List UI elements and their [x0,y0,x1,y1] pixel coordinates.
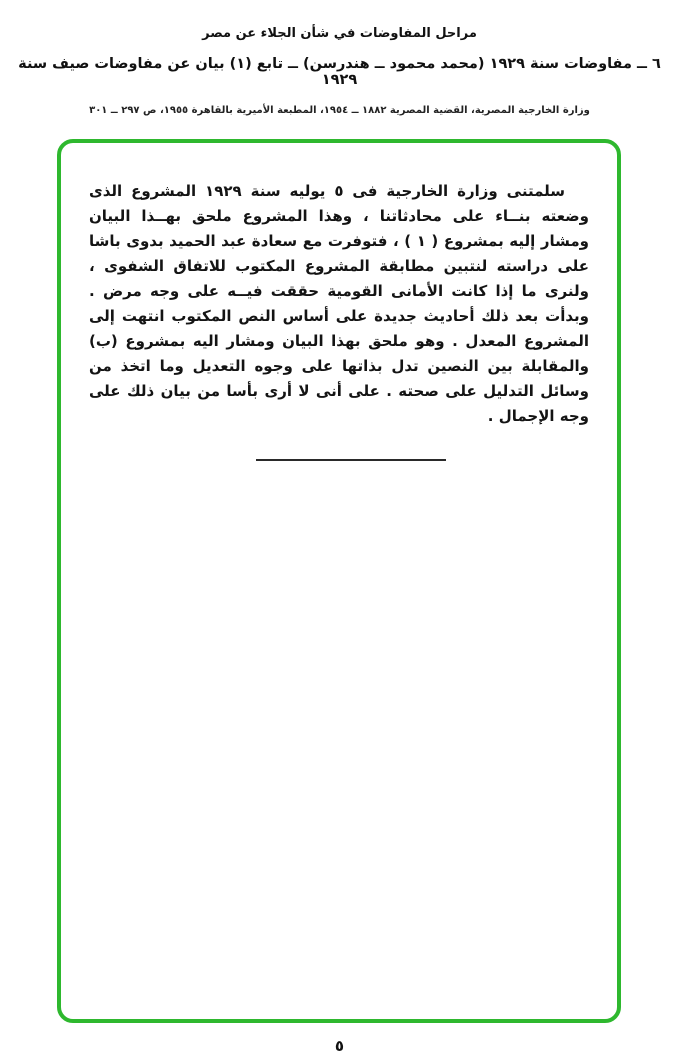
page-subtitle: ٦ ــ مفاوضات سنة ١٩٢٩ (محمد محمود ــ هندرسن) ــ تابع (١) بيان عن مفاوضات صيف سنة ١٩٢٩ [18,56,661,88]
page-number: ٥ [334,1037,345,1055]
separator-line [256,459,446,461]
document-paragraph: سلمتنى وزارة الخارجية فى ٥ يوليه سنة ١٩٢٩ المشروع الذى وضعته بنــاء على محادثاتنا ، وهذا المشروع ملحق بهــذا البيان ومشار إليه بمشروع ( ١ ) ، فتوفرت مع سعادة عبد الحميد بدوى باشا على دراسته لنتبين مطابقة المشروع المكتوب للاتفاق الشفوى ، ولنرى ما إذا كانت الأمانى القومية حققت فيــه على وجه مرض . وبدأت بعد ذلك أحاديث جديدة على أساس النص المكتوب انتهت إلى المشروع المعدل . وهو ملحق بهذا البيان ومشار اليه بمشروع (ب) والمقابلة بين النصين تدل بذاتها على وجوه التعديل وما اتخذ من وسائل التدليل على صحته . على أنى لا أرى بأسا من بيان ذلك على وجه الإجمال . [89,182,589,425]
document-frame [57,139,621,1023]
source-citation: وزارة الخارجية المصرية، القضية المصرية ١٨٨٢ ــ ١٩٥٤، المطبعة الأميرية بالقاهرة ١٩٥٥، ص ٢٩٧ ــ ٣٠١ [89,105,590,116]
page-title: مراحل المفاوضات في شأن الجلاء عن مصر [202,26,477,41]
page-header [0,0,679,116]
